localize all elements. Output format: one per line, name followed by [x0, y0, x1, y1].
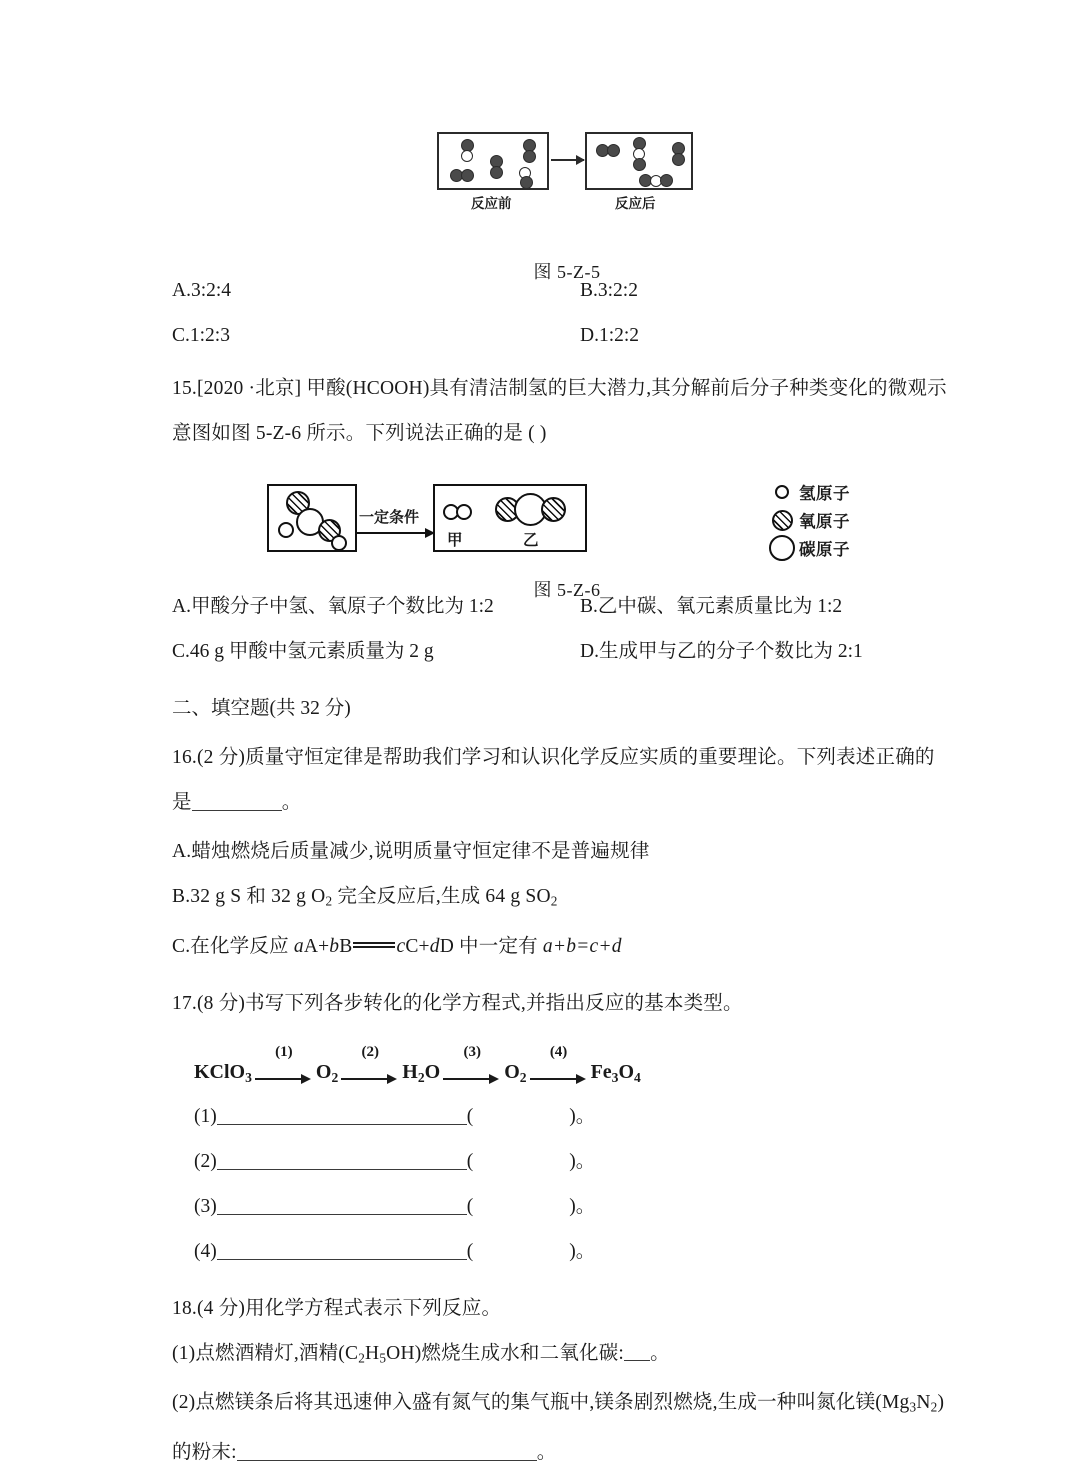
q18-part-1 — [172, 1331, 962, 1381]
figure-5-z-5-caption: 图 5-Z-5 — [533, 262, 601, 282]
q17-answer-4-paren-close: ) — [569, 1240, 576, 1262]
q15-option-c[interactable]: C.46 g 甲酸中氢元素质量为 2 g — [172, 641, 434, 662]
chain-term-h2o: $H_2O$ — [402, 1060, 441, 1085]
formic-acid-box — [267, 484, 357, 552]
q18-part-2-answer-blank[interactable] — [237, 1441, 537, 1461]
q14-option-d[interactable]: D.1:2:2 — [580, 325, 640, 346]
reaction-arrow — [551, 159, 584, 161]
q16-answer-prefix: 是 — [172, 792, 192, 813]
q17-answer-1-paren-close: ) — [569, 1105, 576, 1127]
q16-option-a[interactable]: A.蜡烛燃烧后质量减少,说明质量守恒定律不是普遍规律 — [172, 841, 650, 862]
q16-option-b-sub-1: 2 — [325, 893, 333, 909]
q14-option-b[interactable]: B.3:2:2 — [580, 280, 638, 301]
q17-answer-4-number: (4) — [194, 1240, 217, 1262]
chain-arrow-2-label: (2) — [361, 1043, 380, 1060]
q16-answer-blank[interactable] — [192, 791, 282, 811]
product-label-yi: 乙 — [523, 532, 539, 549]
legend-label-carbon: 碳原子 — [799, 540, 850, 559]
q18-part-2-sub-2: 2 — [930, 1400, 938, 1416]
q17-answer-2-equation-blank[interactable] — [217, 1150, 467, 1170]
product-label-jia: 甲 — [447, 532, 463, 549]
q17-answer-row-4 — [194, 1229, 962, 1274]
q18-part-1-text-2: H — [365, 1342, 380, 1364]
figure-5-z-6 — [172, 478, 962, 600]
legend-item-carbon — [765, 534, 885, 562]
q18-part-1-text-1: (1)点燃酒精灯,酒精(C — [172, 1342, 359, 1364]
figure-5-z-6-caption: 图 5-Z-6 — [533, 580, 601, 600]
figure-5-z-5 — [172, 126, 962, 282]
products-box — [585, 132, 693, 190]
chain-term-o2-second: $O_2$ — [504, 1060, 527, 1085]
chain-arrow-1 — [253, 1043, 315, 1088]
q17-answer-3-period: 。 — [575, 1195, 596, 1217]
q16-option-c-text-2: A+ — [303, 935, 330, 957]
page-content — [172, 0, 962, 1475]
legend-label-oxygen: 氧原子 — [799, 512, 850, 531]
q17-answer-3-equation-blank[interactable] — [217, 1195, 467, 1215]
q14-option-c[interactable]: C.1:2:3 — [172, 325, 230, 346]
q17-answer-3-number: (3) — [194, 1195, 217, 1217]
q16-coeff-c: c — [396, 935, 406, 957]
q18-part-2-line-2 — [172, 1430, 962, 1475]
question-16-line-2 — [172, 780, 962, 825]
q17-answer-2-number: (2) — [194, 1150, 217, 1172]
hydrogen-atom-icon — [331, 535, 347, 551]
products-box — [433, 484, 587, 552]
hydrogen-atom-icon — [456, 504, 472, 520]
hydrogen-atom-icon — [278, 522, 294, 538]
chain-arrow-2 — [339, 1043, 401, 1088]
figure-5-z-6-canvas — [267, 478, 867, 568]
q16-answer-period: 。 — [281, 792, 302, 813]
q16-option-b-sub-2: 2 — [550, 893, 558, 909]
q18-part-1-answer-blank[interactable] — [624, 1343, 650, 1361]
q16-coeff-b: b — [329, 935, 340, 957]
q18-part-2-answer-prefix: 的粉末: — [172, 1442, 237, 1464]
q17-answer-4-paren-open: ( — [466, 1240, 474, 1262]
oxygen-atom-icon — [765, 510, 799, 531]
q18-part-2-text-2: N — [916, 1392, 931, 1414]
hydrogen-atom-icon — [765, 485, 799, 499]
legend-label-hydrogen: 氢原子 — [799, 484, 850, 503]
q18-part-2-text-3: ) — [937, 1392, 945, 1414]
reactants-box — [437, 132, 549, 190]
q16-coeff-a: a — [293, 935, 304, 957]
q16-option-c-text-3: B — [339, 935, 353, 957]
q18-part-2-period: 。 — [536, 1442, 557, 1464]
q16-coeff-d: d — [429, 935, 440, 957]
q16-option-c-text-1: C.在化学反应 — [172, 935, 294, 957]
q18-part-1-text-3: OH)燃烧生成水和二氧化碳: — [386, 1342, 625, 1364]
reaction-arrow — [357, 532, 434, 534]
q17-answer-row-3 — [194, 1184, 962, 1229]
question-14-options-row-2 — [172, 313, 962, 358]
figure-5-z-6-legend — [765, 478, 885, 562]
chain-term-o2-first: $O_2$ — [315, 1060, 339, 1085]
q17-answer-1-equation-blank[interactable] — [217, 1105, 467, 1125]
question-15-line-2: 意图如图 5-Z-6 所示。下列说法正确的是 ( ) — [172, 423, 547, 444]
q15-option-b[interactable]: B.乙中碳、氧元素质量比为 1:2 — [580, 596, 843, 617]
q18-part-2-line-1 — [172, 1380, 962, 1430]
question-17-stem: 17.(8 分)书写下列各步转化的化学方程式,并指出反应的基本类型。 — [172, 992, 743, 1014]
q18-part-1-sub-2: 5 — [379, 1350, 387, 1366]
label-before-reaction: 反应前 — [471, 196, 512, 211]
label-after-reaction: 反应后 — [615, 196, 656, 211]
q18-part-2-text-1: (2)点燃镁条后将其迅速伸入盛有氮气的集气瓶中,镁条剧烈燃烧,生成一种叫氮化镁(Mg — [172, 1392, 910, 1414]
q16-option-b-text-1: B.32 g S 和 32 g O — [172, 886, 326, 907]
q18-part-1-period: 。 — [650, 1342, 670, 1364]
q17-answer-row-2 — [194, 1139, 962, 1184]
question-15-options-row-2 — [172, 629, 962, 674]
legend-item-hydrogen — [765, 478, 885, 506]
legend-item-oxygen — [765, 506, 885, 534]
q17-answer-3-paren-open: ( — [466, 1195, 474, 1217]
q17-answer-1-period: 。 — [575, 1105, 596, 1127]
figure-5-z-5-canvas — [437, 126, 697, 226]
q17-answer-4-equation-blank[interactable] — [217, 1240, 467, 1260]
q18-part-2-sub-1: 3 — [909, 1400, 917, 1416]
question-15-line-1: 15.[2020 ·北京] 甲酸(HCOOH)具有清洁制氢的巨大潜力,其分解前后分子种类变化的微观示 — [172, 378, 947, 399]
q17-answer-1-paren-open: ( — [466, 1105, 474, 1127]
q15-option-d[interactable]: D.生成甲与乙的分子个数比为 2:1 — [580, 641, 863, 662]
q16-equality: a+b=c+d — [542, 935, 622, 957]
q16-option-b[interactable] — [172, 874, 962, 924]
reaction-chain — [194, 1042, 962, 1088]
q17-answer-4-period: 。 — [575, 1240, 596, 1262]
q17-answer-row-1 — [194, 1094, 962, 1139]
q18-part-1-sub-1: 2 — [358, 1350, 366, 1366]
q17-answer-2-paren-open: ( — [466, 1150, 474, 1172]
equation-double-bar-icon — [353, 942, 395, 948]
question-18-stem: 18.(4 分)用化学方程式表示下列反应。 — [172, 1297, 502, 1319]
section-heading-fill-in-blank: 二、填空题(共 32 分) — [172, 698, 351, 719]
q16-option-c-text-4: C+ — [405, 935, 430, 957]
chain-arrow-3 — [441, 1043, 503, 1088]
q17-answer-2-period: 。 — [575, 1150, 596, 1172]
q17-answer-2-paren-close: ) — [569, 1150, 576, 1172]
q16-option-c[interactable] — [172, 924, 962, 969]
q14-option-a[interactable]: A.3:2:4 — [172, 280, 232, 301]
q16-option-c-text-5: D 中一定有 — [439, 935, 543, 957]
chain-arrow-3-label: (3) — [463, 1043, 481, 1060]
chain-arrow-4 — [528, 1043, 590, 1088]
chain-arrow-1-label: (1) — [275, 1043, 293, 1060]
chain-term-fe3o4: $Fe_3O_4$ — [590, 1060, 641, 1085]
q17-answer-1-number: (1) — [194, 1105, 217, 1127]
q15-option-a[interactable]: A.甲酸分子中氢、氧原子个数比为 1:2 — [172, 596, 494, 617]
q16-option-b-text-2: 完全反应后,生成 64 g SO — [332, 886, 551, 907]
oxygen-atom-icon — [541, 497, 566, 522]
carbon-atom-icon — [765, 535, 799, 561]
reaction-condition-label: 一定条件 — [359, 510, 420, 526]
q17-answer-3-paren-close: ) — [569, 1195, 576, 1217]
chain-term-kclo3: KClO$_3$ — [194, 1060, 252, 1085]
question-16-line-1: 16.(2 分)质量守恒定律是帮助我们学习和认识化学反应实质的重要理论。下列表述正确的 — [172, 747, 935, 768]
chain-arrow-4-label: (4) — [549, 1043, 568, 1060]
